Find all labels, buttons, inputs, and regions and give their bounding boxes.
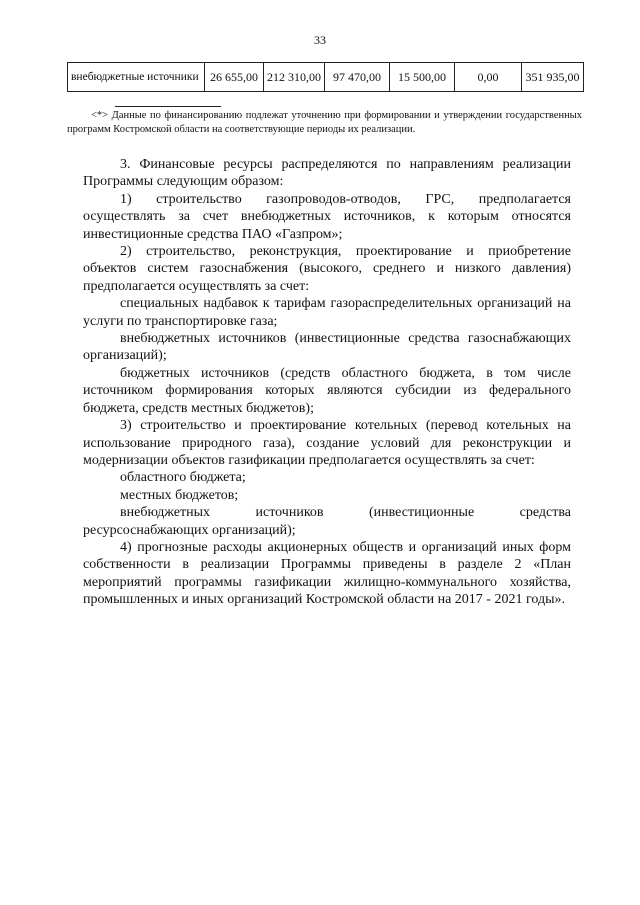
page-number: 33 xyxy=(314,33,326,47)
paragraph: специальных надбавок к тарифам газораспределительных организаций на услуги по транспортировке газа; xyxy=(83,296,571,329)
paragraph: 1) строительство газопроводов-отводов, ГРС, предполагается осуществлять за счет внебюджетных источников, к которым относятся инвестиционные средства ПАО «Газпром»; xyxy=(83,191,571,242)
table-cell: 26 655,00 xyxy=(205,63,264,92)
table-cell: 97 470,00 xyxy=(325,63,390,92)
paragraph: 3) строительство и проектирование котельных (перевод котельных на использование природного газа), создание условий для реконструкции и модернизации объектов газификации предполагается осуществлять за счет: xyxy=(83,418,571,468)
paragraph: внебюджетных источников (инвестиционные средства ресурсоснабжающих организаций); xyxy=(83,505,571,538)
table-row xyxy=(68,63,584,92)
footnote-separator xyxy=(115,106,221,107)
table-cell: 351 935,00 xyxy=(522,63,584,92)
paragraph: 4) прогнозные расходы акционерных обществ и организаций иных форм собственности в реализации Программы приведены в разделе 2 «План мероприятий программы газификации жилищно-коммунального хозяйства, промышленных и иных организаций Костромской области на 2017 - 2021 годы». xyxy=(83,539,571,608)
paragraph: 3. Финансовые ресурсы распределяются по направлениям реализации Программы следующим образом: xyxy=(83,157,571,190)
table-cell: 15 500,00 xyxy=(390,63,455,92)
table-cell: 0,00 xyxy=(455,63,522,92)
footnote: <*> Данные по финансированию подлежат уточнению при формировании и утверждении государственных программ Костромской области на соответствующие периоды их реализации. xyxy=(67,110,582,135)
paragraph: внебюджетных источников (инвестиционные средства газоснабжающих организаций); xyxy=(83,331,571,364)
paragraph: местных бюджетов; xyxy=(120,487,239,503)
financing-table xyxy=(67,62,584,92)
paragraph: бюджетных источников (средств областного бюджета, в том числе источником формирования которых являются субсидии из федерального бюджета, средств местных бюджетов); xyxy=(83,365,571,416)
table-cell: 212 310,00 xyxy=(264,63,325,92)
body-text xyxy=(83,156,571,609)
paragraph: областного бюджета; xyxy=(120,470,246,486)
paragraph: 2) строительство, реконструкция, проектирование и приобретение объектов систем газоснабжения (высокого, среднего и низкого давления) предполагается осуществлять за счет: xyxy=(83,244,571,294)
table-row-label: внебюджетные источники xyxy=(68,63,205,92)
